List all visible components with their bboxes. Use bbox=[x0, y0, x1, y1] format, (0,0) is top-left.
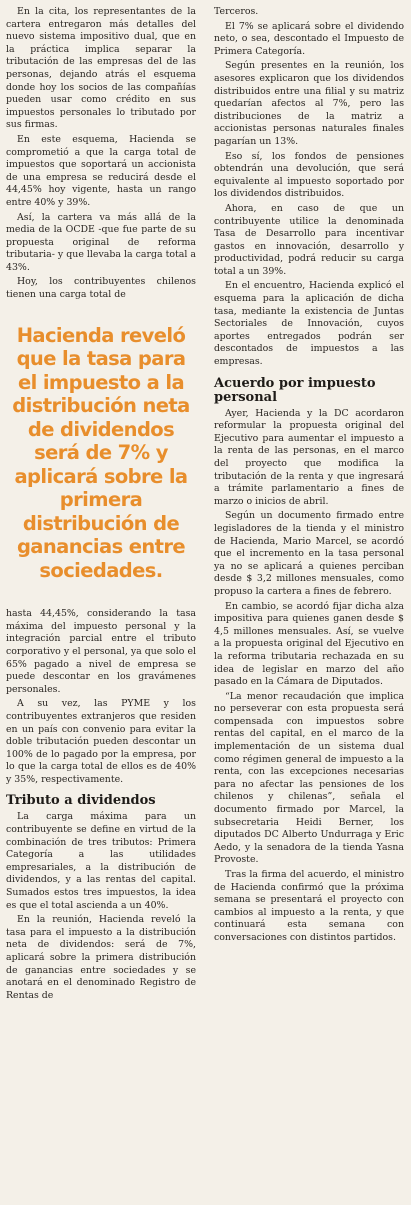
pull-quote: Hacienda reveló que la tasa para el impuesto a la distribución neta de dividendos será de 7% y aplicará sobre la primera distribución de ganancias entre sociedades. bbox=[12, 323, 190, 582]
paragraph: “La menor recaudación que implica no perseverar con esta propuesta será compensada con impuestos sobre rentas del capital, en el marco de la implementación de un sistema dual como régimen general de impuesto a la renta, con las excepciones necesarias para no afectar las pensiones de los chilenos y chilenas”, señala el documento firmado por Marcel, la subsecretaria Heidi Berner, los diputados DC Alberto Undurraga y Eric Aedo, y la senadora de la tienda Yasna Provoste. bbox=[214, 690, 404, 866]
paragraph: Así, la cartera va más allá de la media de la OCDE -que fue parte de su propuesta original de reforma tributaria- y que llevaba la carga total a 43%. bbox=[6, 211, 196, 273]
paragraph: El 7% se aplicará sobre el dividendo neto, o sea, descontado el Impuesto de Primera Categoría. bbox=[214, 20, 404, 57]
left-column bbox=[6, 6, 196, 1004]
paragraph: hasta 44,45%, considerando la tasa máxima del impuesto personal y la integración parcial entre el tributo corporativo y el personal, ya que solo el 65% pagado a nivel de empresa se puede descontar en los gravámenes personales. bbox=[6, 608, 196, 695]
paragraph: Ahora, en caso de que un contribuyente utilice la denominada Tasa de Desarrollo para incentivar gastos en innovación, desarrollo y productividad, podrá reducir su carga total a un 39%. bbox=[214, 202, 404, 277]
paragraph: Ayer, Hacienda y la DC acordaron reformular la propuesta original del Ejecutivo para aumentar el impuesto a la renta de las personas, en el marco del proyecto que modifica la tributación de la renta y que ingresará a trámite parlamentario a fines de marzo o inicios de abril. bbox=[214, 407, 404, 507]
section-heading: Tributo a dividendos bbox=[6, 793, 156, 809]
paragraph: Según presentes en la reunión, los asesores explicaron que los dividendos distribuidos entre una filial y su matriz quedarían afectos al 7%, pero las distribuciones de la matriz a accionistas personas naturales finales pagarían un 13%. bbox=[214, 60, 404, 147]
paragraph: En el encuentro, Hacienda explicó el esquema para la aplicación de dicha tasa, mediante la existencia de Juntas Sectoriales de Innovación, cuyos aportes entregados podrán ser descontados de impuestos a las empresas. bbox=[214, 280, 404, 368]
paragraph: Hoy, los contribuyentes chilenos tienen una carga total de bbox=[6, 276, 196, 301]
paragraph: En cambio, se acordó fijar dicha alza impositiva para quienes ganen desde $ 4,5 millones mensuales. Así, se vuelve a la propuesta original del Ejecutivo en la reforma tributaria rechazada en su idea de legislar en marzo del año pasado en la Cámara de Diputados. bbox=[214, 600, 404, 688]
paragraph: En la cita, los representantes de la cartera entregaron más detalles del nuevo sistema impositivo dual, que en la práctica implica separar la tributación de las empresas del de las personas, dejando atrás el esquema donde hoy los socios de las compañías pueden usar como crédito en sus impuestos personales lo tributado por sus firmas. bbox=[6, 6, 196, 131]
paragraph: Eso sí, los fondos de pensiones obtendrán una devolución, que será equivalente al impuesto soportado por los dividendos distribuidos. bbox=[214, 150, 404, 200]
paragraph: La carga máxima para un contribuyente se define en virtud de la combinación de tres tributos: Primera Categoría a las utilidades empresariales, a la distribución de dividendos, y a las rentas del capital. Sumados estos tres impuestos, la idea es que el total ascienda a un 40%. bbox=[6, 811, 196, 911]
section-heading: Acuerdo por impuesto personal bbox=[214, 375, 376, 405]
paragraph: En este esquema, Hacienda se comprometió a que la carga total de impuestos que soportará un accionista de una empresa se reducirá desde el 44,45% hoy vigente, hasta un rango entre 40% y 39%. bbox=[6, 133, 196, 208]
right-column bbox=[214, 6, 404, 947]
paragraph: Terceros. bbox=[214, 6, 259, 17]
paragraph: Según un documento firmado entre legisladores de la tienda y el ministro de Hacienda, Mario Marcel, se acordó que el incremento en la tasa personal ya no se aplicará a quienes perciban desde $ 3,2 millones mensuales, como propuso la cartera a fines de febrero. bbox=[214, 510, 404, 597]
paragraph: A su vez, las PYME y los contribuyentes extranjeros que residen en un país con convenio para evitar la doble tributación pueden descontar un 100% de lo pagado por la empresa, por lo que la carga total de ellos es de 40% y 35%, respectivamente. bbox=[6, 698, 196, 785]
paragraph: Tras la firma del acuerdo, el ministro de Hacienda confirmó que la próxima semana se presentará el proyecto con cambios al impuesto a la renta, y que continuará esta semana con conversaciones con distintos partidos. bbox=[214, 869, 404, 943]
paragraph: En la reunión, Hacienda reveló la tasa para el impuesto a la distribución neta de dividendos: será de 7%, aplicará sobre la primera distribución de ganancias entre sociedades y se anotará en el denominado Registro de Rentas de bbox=[6, 914, 196, 1001]
